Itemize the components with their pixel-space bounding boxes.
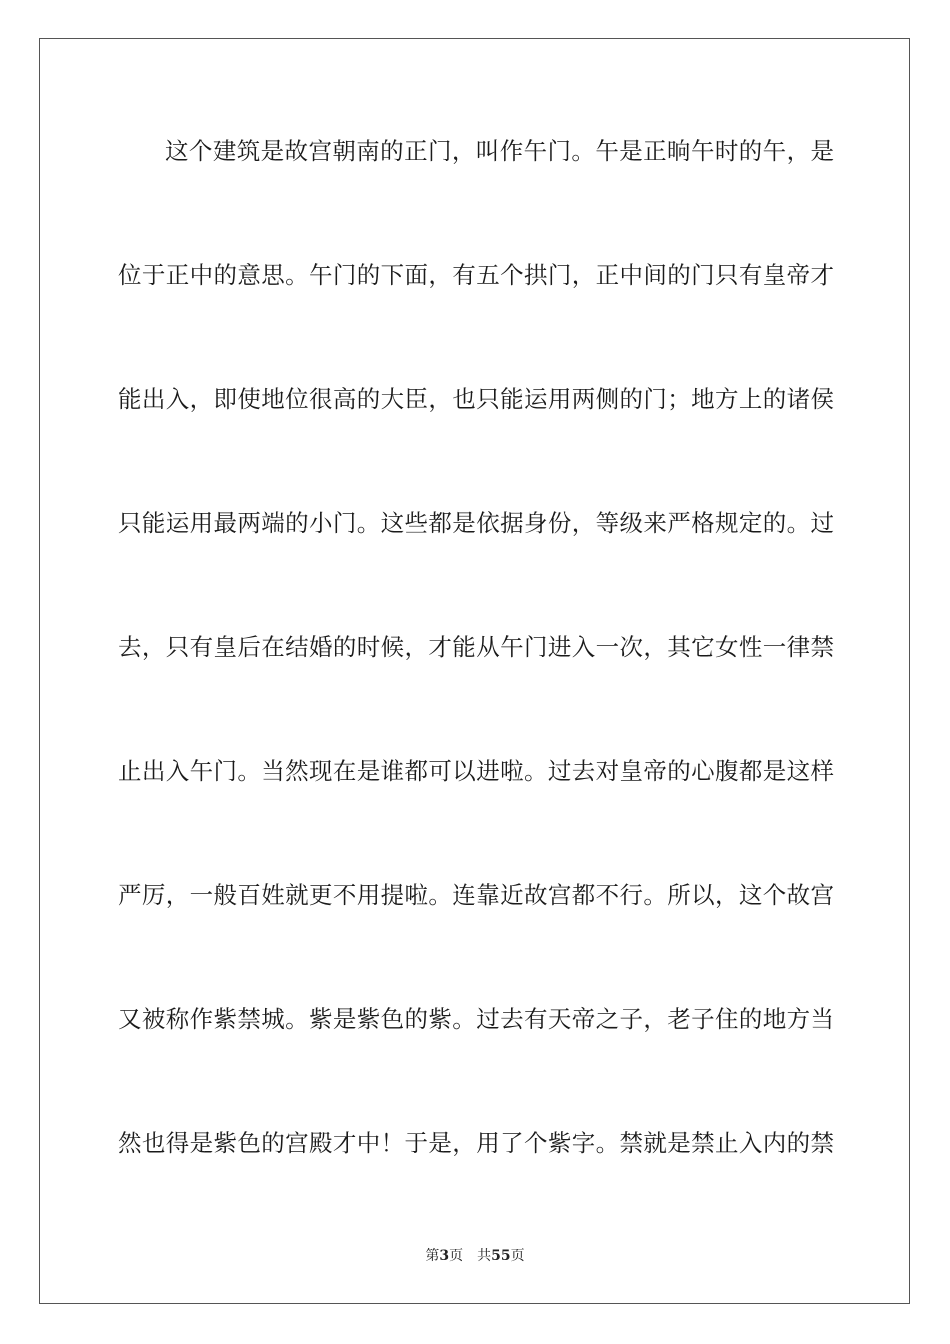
text-line-9: 然也得是紫色的宫殿才中！于是，用了个紫字。禁就是禁止入内的禁	[118, 1129, 834, 1157]
page-footer	[0, 1246, 950, 1266]
text-line-5: 去，只有皇后在结婚的时候，才能从午门进入一次，其它女性一律禁	[118, 633, 834, 661]
text-line-6: 止出入午门。当然现在是谁都可以进啦。过去对皇帝的心腹都是这样	[118, 757, 834, 785]
page-suffix: 页	[449, 1248, 464, 1264]
total-prefix: 共	[477, 1248, 492, 1264]
text-line-8: 又被称作紫禁城。紫是紫色的紫。过去有天帝之子，老子住的地方当	[118, 1005, 834, 1033]
page-border	[39, 38, 910, 1304]
total-pages: 55	[491, 1248, 511, 1264]
page-prefix: 第	[425, 1248, 440, 1264]
total-suffix: 页	[510, 1248, 525, 1264]
text-line-4: 只能运用最两端的小门。这些都是依据身份，等级来严格规定的。过	[118, 509, 834, 537]
text-line-7: 严厉，一般百姓就更不用提啦。连靠近故宫都不行。所以，这个故宫	[118, 881, 834, 909]
text-line-3: 能出入，即使地位很高的大臣，也只能运用两侧的门；地方上的诸侯	[118, 385, 834, 413]
text-line-1: 这个建筑是故宫朝南的正门，叫作午门。午是正晌午时的午，是	[165, 137, 834, 165]
page-number: 3	[439, 1248, 450, 1264]
text-line-2: 位于正中的意思。午门的下面，有五个拱门，正中间的门只有皇帝才	[118, 261, 834, 289]
